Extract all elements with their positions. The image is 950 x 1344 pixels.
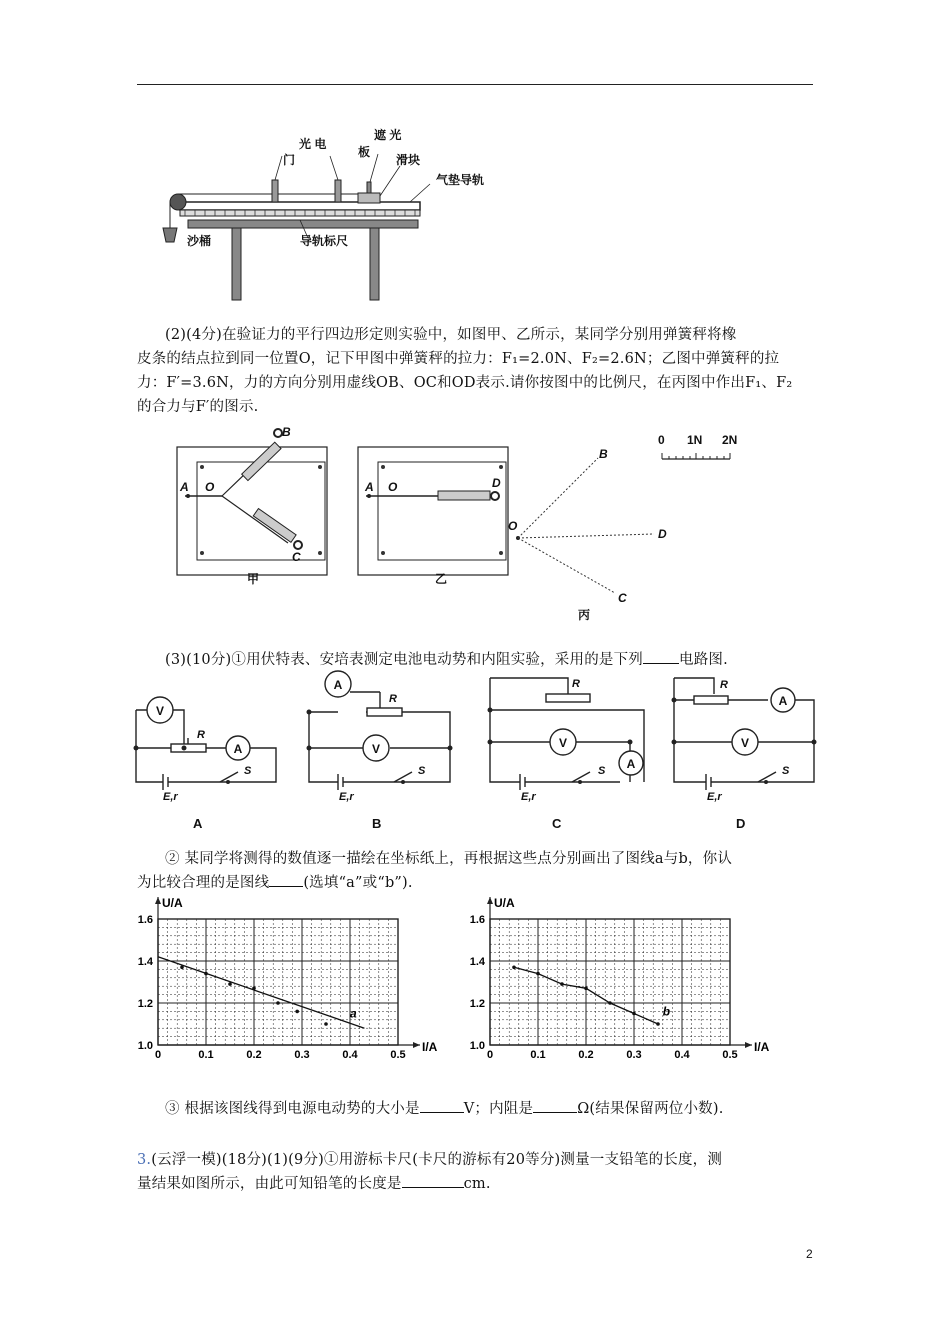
svg-text:S: S (598, 765, 606, 777)
scale-1N: 1N (687, 433, 703, 447)
q3b-text (137, 847, 813, 895)
y-tick-label: 1.2 (469, 998, 485, 1010)
scale-0: 0 (658, 433, 665, 447)
label-O-bing: O (508, 519, 518, 533)
x-tick-label: 0.2 (578, 1049, 594, 1061)
circuit-label-B: B (372, 816, 382, 831)
svg-text:E,r: E,r (707, 791, 722, 803)
header-rule (137, 84, 813, 85)
label-A-jia: A (180, 480, 189, 494)
page-number: 2 (806, 1247, 813, 1261)
data-point (632, 1012, 636, 1016)
svg-text:A: A (626, 757, 636, 771)
label-D-yi: D (492, 476, 501, 490)
plot-frame (158, 919, 398, 1045)
label-O-yi: O (388, 480, 398, 494)
x-tick-label: 0 (154, 1049, 162, 1061)
plot-frame (490, 919, 730, 1045)
q3c-text (137, 1097, 813, 1121)
bucket-label: 沙桶 (187, 234, 212, 248)
force-figure (170, 425, 770, 625)
q2-line-1: (2)(4分)在验证力的平行四边形定则实验中，如图甲、乙所示，某同学分别用弹簧秤将橡 (165, 327, 737, 343)
svg-text:V: V (155, 704, 165, 718)
x-tick-label: 0.1 (530, 1049, 546, 1061)
airtrack-label: 气垫导轨 (436, 173, 485, 187)
scale-2N: 2N (722, 433, 738, 447)
q2-line-2: 皮条的结点拉到同一位置O，记下甲图中弹簧秤的拉力：F₁=2.0N、F₂=2.6N；乙图中弹簧秤的拉 (137, 351, 780, 367)
data-point (512, 966, 516, 970)
caption-jia: 甲 (247, 572, 260, 586)
photogate-label: 光 电 (299, 137, 327, 151)
q2-line-4: 的合力与F′的图示. (137, 399, 259, 415)
q4-line-2: 量结果如图所示，由此可知铅笔的长度是 cm. (137, 1172, 813, 1196)
circuit-label-A: A (193, 816, 203, 831)
svg-text:S: S (244, 765, 252, 777)
label-D-bing: D (658, 527, 667, 541)
svg-text:A: A (333, 678, 343, 692)
svg-text:E,r: E,r (163, 791, 178, 803)
blocker-label-2: 板 (358, 145, 371, 159)
x-tick-label: 0.4 (674, 1049, 690, 1061)
data-point (295, 1010, 299, 1014)
series-label: a (350, 1006, 357, 1021)
caption-bing: 丙 (578, 608, 591, 622)
svg-text:A: A (233, 742, 243, 756)
x-tick-label: 0.3 (294, 1049, 310, 1061)
x-axis-arrow (745, 1042, 752, 1048)
q3b-line-1: ② 某同学将测得的数值逐一描绘在坐标纸上，再根据这些点分别画出了图线a与b，你认 (165, 851, 733, 867)
data-point (252, 987, 256, 991)
label-O-jia: O (205, 480, 215, 494)
x-axis-arrow (413, 1042, 420, 1048)
y-tick-label: 1.0 (469, 1040, 485, 1052)
data-point (584, 987, 588, 991)
data-point (608, 1001, 612, 1005)
q2-text (137, 323, 813, 419)
x-tick-label: 0.5 (390, 1049, 406, 1061)
y-tick-label: 1.6 (469, 914, 485, 926)
circuit-label-C: C (552, 816, 562, 831)
graph-a (130, 895, 438, 1065)
svg-text:V: V (371, 742, 381, 756)
q3b-line-2: 为比较合理的是图线 (选填“a”或“b”). (137, 871, 813, 895)
q2-line-3: 力：F′=3.6N，力的方向分别用虚线OB、OC和OD表示.请你按图中的比例尺，在丙图中作出F₁、F₂ (137, 375, 793, 391)
x-tick-label: 0.3 (626, 1049, 642, 1061)
svg-text:V: V (740, 736, 750, 750)
y-tick-label: 1.6 (137, 914, 153, 926)
data-point (276, 1001, 280, 1005)
y-tick-label: 1.0 (137, 1040, 153, 1052)
svg-text:V: V (558, 736, 568, 750)
q3c-line-1: ③ 根据该图线得到电源电动势的大小是 V；内阻是 Ω(结果保留两位小数). (137, 1097, 813, 1121)
data-point (204, 972, 208, 976)
y-axis-label: U/A (494, 896, 515, 910)
svg-text:E,r: E,r (339, 791, 354, 803)
data-point (560, 982, 564, 986)
svg-text:A: A (778, 694, 788, 708)
svg-text:E,r: E,r (521, 791, 536, 803)
data-point (180, 966, 184, 970)
airtrack-figure (160, 120, 520, 305)
slider-label: 滑块 (396, 153, 421, 167)
q3-text (137, 648, 813, 672)
label-C-jia: C (292, 550, 301, 564)
x-axis-label: I/A (422, 1040, 438, 1054)
photogate-label-2: 门 (283, 153, 296, 167)
y-axis-arrow (155, 897, 161, 904)
q4-text (137, 1148, 813, 1196)
x-tick-label: 0.2 (246, 1049, 262, 1061)
blocker-label: 遮 光 (374, 128, 402, 142)
svg-text:R: R (572, 678, 580, 690)
graph-b (462, 895, 782, 1065)
x-tick-label: 0.4 (342, 1049, 358, 1061)
svg-text:S: S (782, 765, 790, 777)
ruler-label: 导轨标尺 (300, 234, 349, 248)
caption-yi: 乙 (435, 572, 448, 586)
x-tick-label: 0 (486, 1049, 494, 1061)
y-tick-label: 1.2 (137, 998, 153, 1010)
circuit-diagrams (128, 670, 828, 810)
fit-line-a (158, 957, 364, 1028)
y-tick-label: 1.4 (469, 956, 485, 968)
data-point (536, 972, 540, 976)
circuit-label-D: D (736, 816, 746, 831)
y-axis-label: U/A (162, 896, 183, 910)
label-B-bing: B (599, 447, 608, 461)
label-C-bing: C (618, 591, 627, 605)
svg-text:R: R (389, 693, 397, 705)
label-A-yi: A (365, 480, 374, 494)
label-B-jia: B (282, 425, 291, 439)
series-label: b (662, 1004, 671, 1019)
data-point (228, 982, 232, 986)
svg-text:R: R (720, 679, 728, 691)
y-tick-label: 1.4 (137, 956, 153, 968)
q3-line-1: (3)(10分)①用伏特表、安培表测定电池电动势和内阻实验，采用的是下列 电路图. (137, 648, 813, 672)
y-axis-arrow (487, 897, 493, 904)
q4-line-1: 3.(云浮一模)(18分)(1)(9分)①用游标卡尺(卡尺的游标有20等分)测量一支铅笔的长度，测 (137, 1152, 723, 1168)
x-tick-label: 0.1 (198, 1049, 214, 1061)
x-axis-label: I/A (754, 1040, 770, 1054)
svg-text:S: S (418, 765, 426, 777)
x-tick-label: 0.5 (722, 1049, 738, 1061)
svg-text:R: R (197, 729, 205, 741)
data-point (656, 1022, 660, 1026)
data-point (324, 1022, 328, 1026)
